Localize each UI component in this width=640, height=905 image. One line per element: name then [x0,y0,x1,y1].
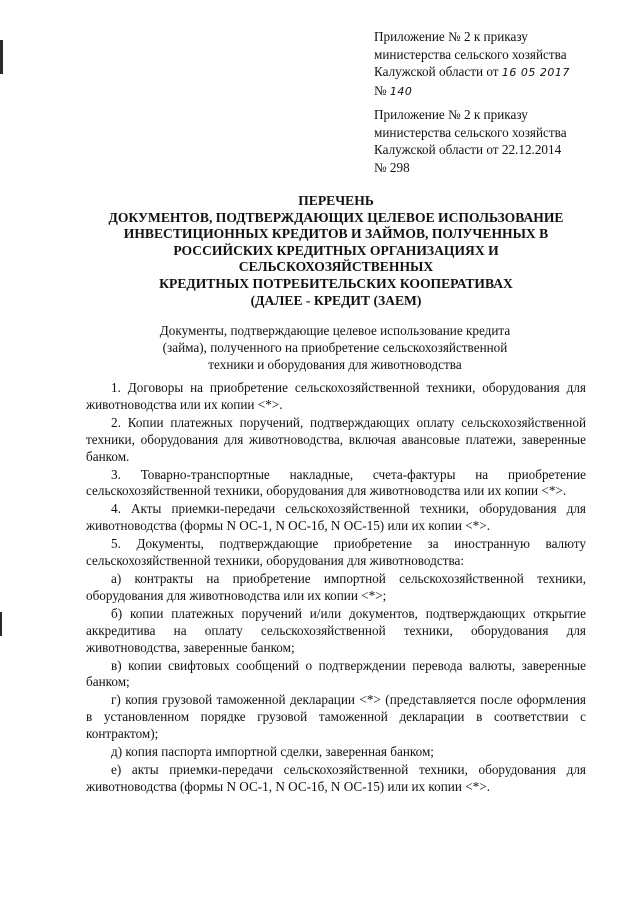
header-line-number: № 140 [374,82,413,98]
header-line: Приложение № 2 к приказу [374,107,528,122]
list-item: а) контракты на приобретение импортной сельскохозяйственной техники, оборудования для животноводства или их копии <*>; [86,570,586,603]
scan-edge-mark-top [0,40,3,74]
list-item: г) копия грузовой таможенной декларации <*> (представляется после оформления в установленном порядке грузовой таможенной декларации в соответствии с контрактом); [86,692,586,742]
list-item: в) копии свифтовых сообщений о подтверждении перевода валюты, заверенные банком; [86,657,586,690]
document-list [86,380,586,797]
handwritten-number: 140 [389,84,413,98]
list-item: д) копия паспорта импортной сделки, заверенная банком; [111,744,434,760]
appendix-header-original [374,106,624,176]
handwritten-date: 16 05 2017 [501,66,570,80]
document-title: ПЕРЕЧЕНЬ ДОКУМЕНТОВ, ПОДТВЕРЖДАЮЩИХ ЦЕЛЕВОЕ ИСПОЛЬЗОВАНИЕ ИНВЕСТИЦИОННЫХ КРЕДИТОВ И ЗАЙМОВ, ПОЛУЧЕННЫХ В РОССИЙСКИХ КРЕДИТНЫХ ОРГАНИЗАЦИЯХ И СЕЛЬСКОХОЗЯЙСТВЕННЫХ КРЕДИТНЫХ ПОТРЕБИТЕЛЬСКИХ КООПЕРАТИВАХ (ДАЛЕЕ - КРЕДИТ (ЗАЕМ) [108,193,564,308]
list-item: 2. Копии платежных поручений, подтверждающих оплату сельскохозяйственной техники, оборудования для животноводства, включая авансовые платежи, заверенные банком. [86,414,586,464]
list-item: 4. Акты приемки-передачи сельскохозяйственной техники, оборудования для животноводства (формы N ОС-1, N ОС-1б, N ОС-15) или их копии <*>. [86,501,586,534]
header-line: № 298 [374,159,410,175]
list-item: 3. Товарно-транспортные накладные, счета-фактуры на приобретение сельскохозяйственной техники, оборудования для животноводства или их копии <*>. [86,466,586,499]
header-line: Приложение № 2 к приказу [374,29,528,44]
document-subtitle: Документы, подтверждающие целевое использование кредита (займа), полученного на приобретение сельскохозяйственной техники и оборудования для животноводства [159,323,511,372]
list-item: 5. Документы, подтверждающие приобретение за иностранную валюту сельскохозяйственной техники, оборудования для животноводства: [86,536,586,569]
header-line-date: Калужской области от 16 05 2017 [374,64,570,80]
header-line: Калужской области от 22.12.2014 [374,142,562,158]
header-line: министерства сельского хозяйства [374,46,567,62]
list-item: 1. Договоры на приобретение сельскохозяйственной техники, оборудования для животноводства или их копии <*>. [86,380,586,412]
scan-edge-mark-bottom [0,612,2,636]
header-line: министерства сельского хозяйства [374,124,567,140]
appendix-header-amended [374,28,624,100]
list-item: б) копии платежных поручений и/или документов, подтверждающих открытие аккредитива на оплату сельскохозяйственной техники, оборудования для животноводства, заверенные банком; [86,605,586,655]
list-item: е) акты приемки-передачи сельскохозяйственной техники, оборудования для животноводства (формы N ОС-1, N ОС-1б, N ОС-15) или их копии <*>. [86,761,586,794]
